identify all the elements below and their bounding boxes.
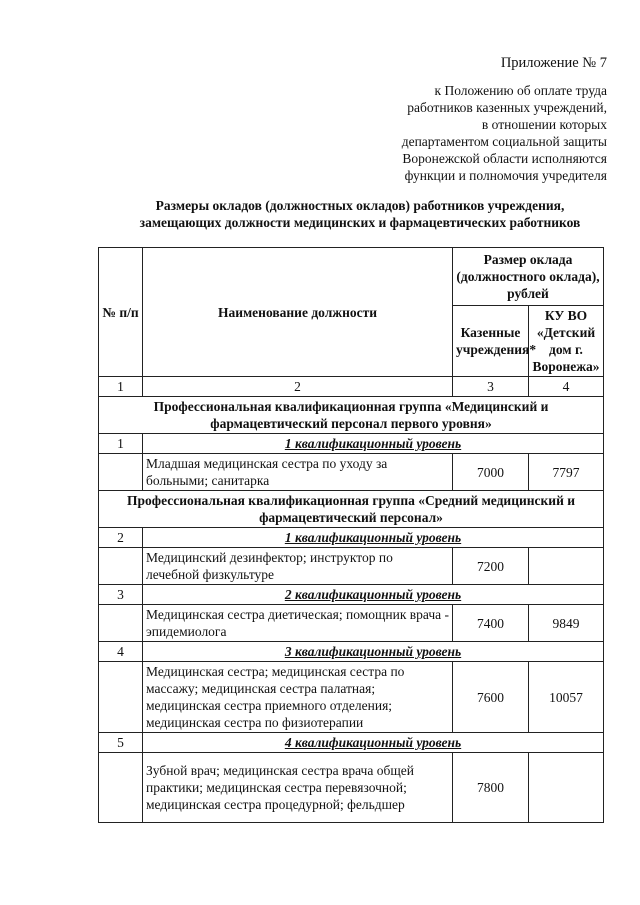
salary-ku-vo <box>529 753 604 823</box>
position-row <box>99 454 604 491</box>
level-label: 1 квалификационный уровень <box>143 434 604 454</box>
group-title: Профессиональная квалификационная группа «Медицинский и фармацевтический персонал первого уровня» <box>99 397 604 434</box>
empty-cell <box>99 605 143 642</box>
level-label: 4 квалификационный уровень <box>143 733 604 753</box>
header-salary: Размер оклада (должностного оклада), рублей <box>453 248 604 306</box>
salary-ku-vo: 7797 <box>529 454 604 491</box>
position-row <box>99 605 604 642</box>
level-num: 5 <box>99 733 143 753</box>
salary-kazennye: 7400 <box>453 605 529 642</box>
empty-cell <box>99 753 143 823</box>
index-cell: 4 <box>529 377 604 397</box>
level-row <box>99 585 604 605</box>
title-line: Размеры окладов (должностных окладов) работников учреждения, <box>155 198 565 213</box>
appendix-line: Воронежской области исполняются <box>402 151 607 166</box>
salary-ku-vo <box>529 548 604 585</box>
level-label: 2 квалификационный уровень <box>143 585 604 605</box>
header-ku-vo: КУ ВО «Детский дом г. Воронежа» <box>529 306 604 377</box>
group-title: Профессиональная квалификационная группа «Средний медицинский и фармацевтический персонал» <box>99 491 604 528</box>
level-row <box>99 528 604 548</box>
level-num: 4 <box>99 642 143 662</box>
level-row <box>99 733 604 753</box>
position-names: Медицинская сестра; медицинская сестра по массажу; медицинская сестра палатная; медицинская сестра приемного отделения; медицинская сестра по физиотерапии <box>143 662 453 733</box>
header-kazennye: Казенные учреждения* <box>453 306 529 377</box>
empty-cell <box>99 662 143 733</box>
document-title <box>100 197 620 231</box>
salary-kazennye: 7600 <box>453 662 529 733</box>
header-row <box>99 248 604 306</box>
index-row <box>99 377 604 397</box>
salary-kazennye: 7000 <box>453 454 529 491</box>
position-row <box>99 548 604 585</box>
title-line: замещающих должности медицинских и фармацевтических работников <box>139 215 581 230</box>
appendix-block <box>330 55 607 184</box>
header-num: № п/п <box>99 248 143 377</box>
appendix-line: работников казенных учреждений, <box>407 100 607 115</box>
position-names: Медицинская сестра диетическая; помощник врача - эпидемиолога <box>143 605 453 642</box>
salary-ku-vo: 10057 <box>529 662 604 733</box>
salary-table <box>98 247 604 823</box>
group-row <box>99 397 604 434</box>
appendix-line: департаментом социальной защиты <box>401 134 607 149</box>
level-num: 3 <box>99 585 143 605</box>
empty-cell <box>99 548 143 585</box>
position-row <box>99 753 604 823</box>
level-num: 2 <box>99 528 143 548</box>
salary-kazennye: 7200 <box>453 548 529 585</box>
appendix-number: Приложение № 7 <box>500 55 607 71</box>
position-names: Зубной врач; медицинская сестра врача общей практики; медицинская сестра перевязочной; медицинская сестра процедурной; фельдшер <box>143 753 453 823</box>
index-cell: 3 <box>453 377 529 397</box>
appendix-line: в отношении которых <box>481 117 607 132</box>
index-cell: 2 <box>143 377 453 397</box>
level-label: 3 квалификационный уровень <box>143 642 604 662</box>
position-names: Медицинский дезинфектор; инструктор по лечебной физкультуре <box>143 548 453 585</box>
level-label: 1 квалификационный уровень <box>143 528 604 548</box>
position-names: Младшая медицинская сестра по уходу за больными; санитарка <box>143 454 453 491</box>
empty-cell <box>99 454 143 491</box>
level-row <box>99 642 604 662</box>
salary-kazennye: 7800 <box>453 753 529 823</box>
salary-ku-vo: 9849 <box>529 605 604 642</box>
level-num: 1 <box>99 434 143 454</box>
level-row <box>99 434 604 454</box>
group-row <box>99 491 604 528</box>
index-cell: 1 <box>99 377 143 397</box>
header-name: Наименование должности <box>143 248 453 377</box>
position-row <box>99 662 604 733</box>
appendix-line: функции и полномочия учредителя <box>404 168 607 183</box>
appendix-line: к Положению об оплате труда <box>434 83 607 98</box>
